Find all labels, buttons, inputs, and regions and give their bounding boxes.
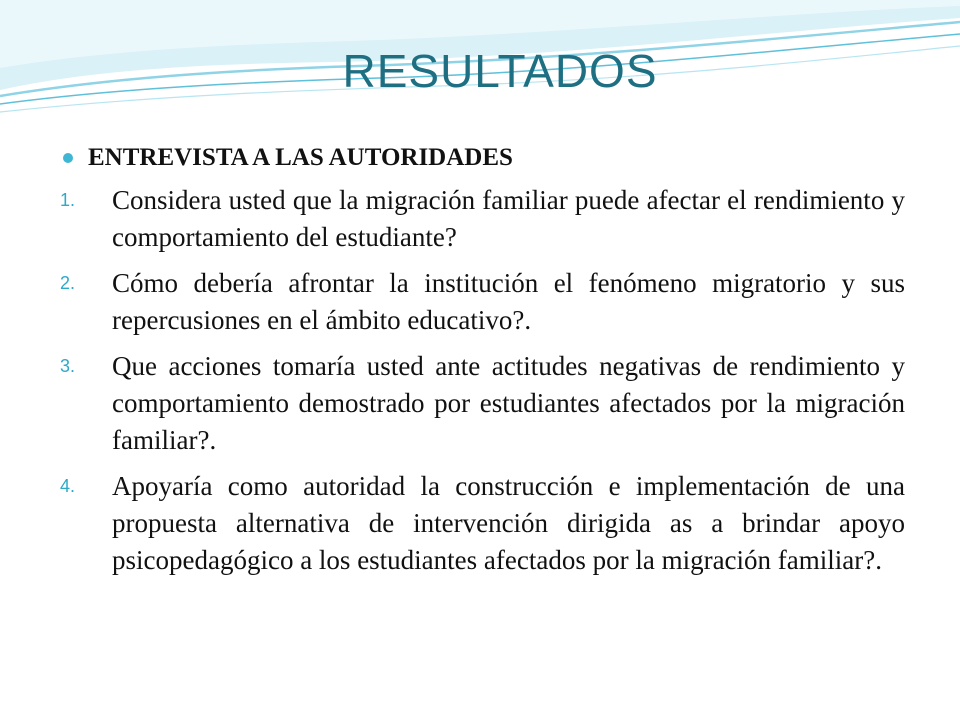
list-item-number: 1.: [60, 190, 76, 210]
question-list: [60, 182, 905, 579]
list-item: [60, 265, 905, 339]
section-heading-text: ENTREVISTA A LAS AUTORIDADES: [88, 144, 513, 171]
list-item-number: 2.: [60, 273, 76, 293]
list-item: [60, 468, 905, 579]
list-item-text: Que acciones tomaría usted ante actitudes negativas de rendimiento y comportamiento demostrado por estudiantes afectados por la migración familiar?.: [112, 351, 905, 455]
list-item: [60, 348, 905, 459]
list-item-number: 4.: [60, 476, 76, 496]
list-item-text: Considera usted que la migración familiar puede afectar el rendimiento y comportamiento del estudiante?: [112, 185, 905, 252]
slide-content: [60, 140, 905, 588]
slide-title: RESULTADOS: [342, 45, 658, 97]
section-heading: [60, 140, 905, 176]
list-item-text: Apoyaría como autoridad la construcción e implementación de una propuesta alternativa de intervención dirigida as a brindar apoyo psicopedagógico a los estudiantes afectados por la migración familiar?.: [112, 471, 905, 575]
list-item-number: 3.: [60, 356, 76, 376]
list-item-text: Cómo debería afrontar la institución el fenómeno migratorio y sus repercusiones en el ámbito educativo?.: [112, 268, 905, 335]
list-item: [60, 182, 905, 256]
bullet-dot-icon: [63, 153, 73, 163]
